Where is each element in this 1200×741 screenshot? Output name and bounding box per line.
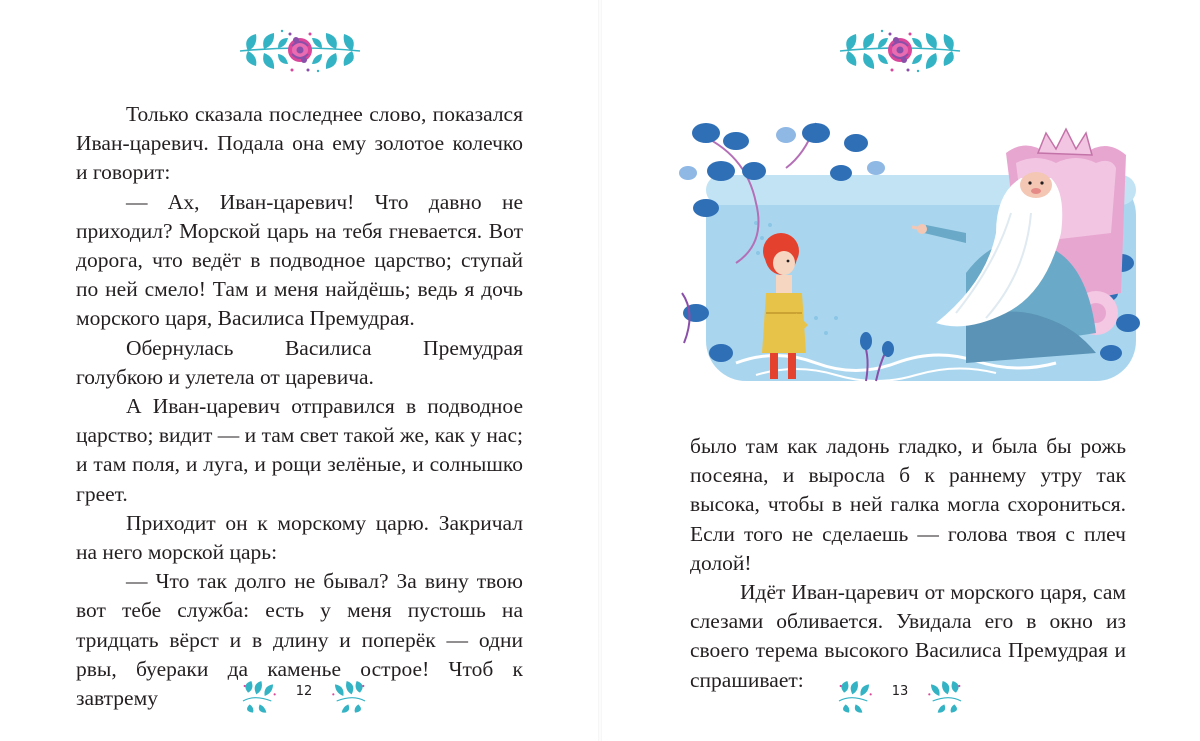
paragraph: Только сказала последнее слово, показался Иван-царевич. Подала она ему золотое колечко и говорит: bbox=[76, 102, 523, 185]
leaf-ornament-icon bbox=[234, 676, 282, 716]
paragraph: Идёт Иван-царевич от морского царя, сам слезами обливается. Увидала его в окно из своего терема высокого Василиса Премудрая и спрашивает: bbox=[690, 580, 1126, 692]
paragraph: Обернулась Василиса Премудрая голубкою и улетела от царевича. bbox=[76, 335, 523, 389]
page-number: 12 bbox=[295, 684, 313, 699]
paragraph: — Что так долго не бывал? За вину твою вот тебе служба: есть у меня пустошь на тридцать вёрст и в длину и поперёк — одни рвы, буераки да каменье острое! Чтоб к завтрему bbox=[76, 569, 523, 711]
sea-king-illustration bbox=[666, 113, 1144, 395]
floral-ornament-icon bbox=[834, 26, 966, 76]
leaf-ornament-icon bbox=[830, 676, 878, 716]
leaf-ornament-icon bbox=[922, 676, 970, 716]
paragraph: — Ах, Иван-царевич! Что давно не приходил? Морской царь на тебя гневается. Вот дорога, что ведёт в подводное царство; ступай по ней смело! Там и меня найдёшь; ведь я дочь морского царя, Василиса Премудрая. bbox=[76, 189, 523, 331]
page-number: 13 bbox=[891, 684, 909, 699]
page-number-footer bbox=[830, 676, 970, 716]
paragraph: А Иван-царевич отправился в подводное царство; видит — и там свет такой же, как у нас; и там поля, и луга, и рощи зелёные, и солнышко греет. bbox=[76, 394, 523, 506]
left-page-text bbox=[76, 100, 523, 713]
right-page-text bbox=[690, 432, 1126, 695]
paragraph: Приходит он к морскому царю. Закричал на него морской царь: bbox=[76, 510, 523, 565]
right-page bbox=[600, 0, 1200, 741]
paragraph: было там как ладонь гладко, и была бы рожь посеяна, и выросла б к раннему утру так высока, чтобы в ней галка могла схорониться. Если того не сделаешь — голова твоя с плеч долой! bbox=[690, 434, 1126, 575]
page-number-footer bbox=[234, 676, 374, 716]
floral-ornament-icon bbox=[234, 26, 366, 76]
leaf-ornament-icon bbox=[326, 676, 374, 716]
